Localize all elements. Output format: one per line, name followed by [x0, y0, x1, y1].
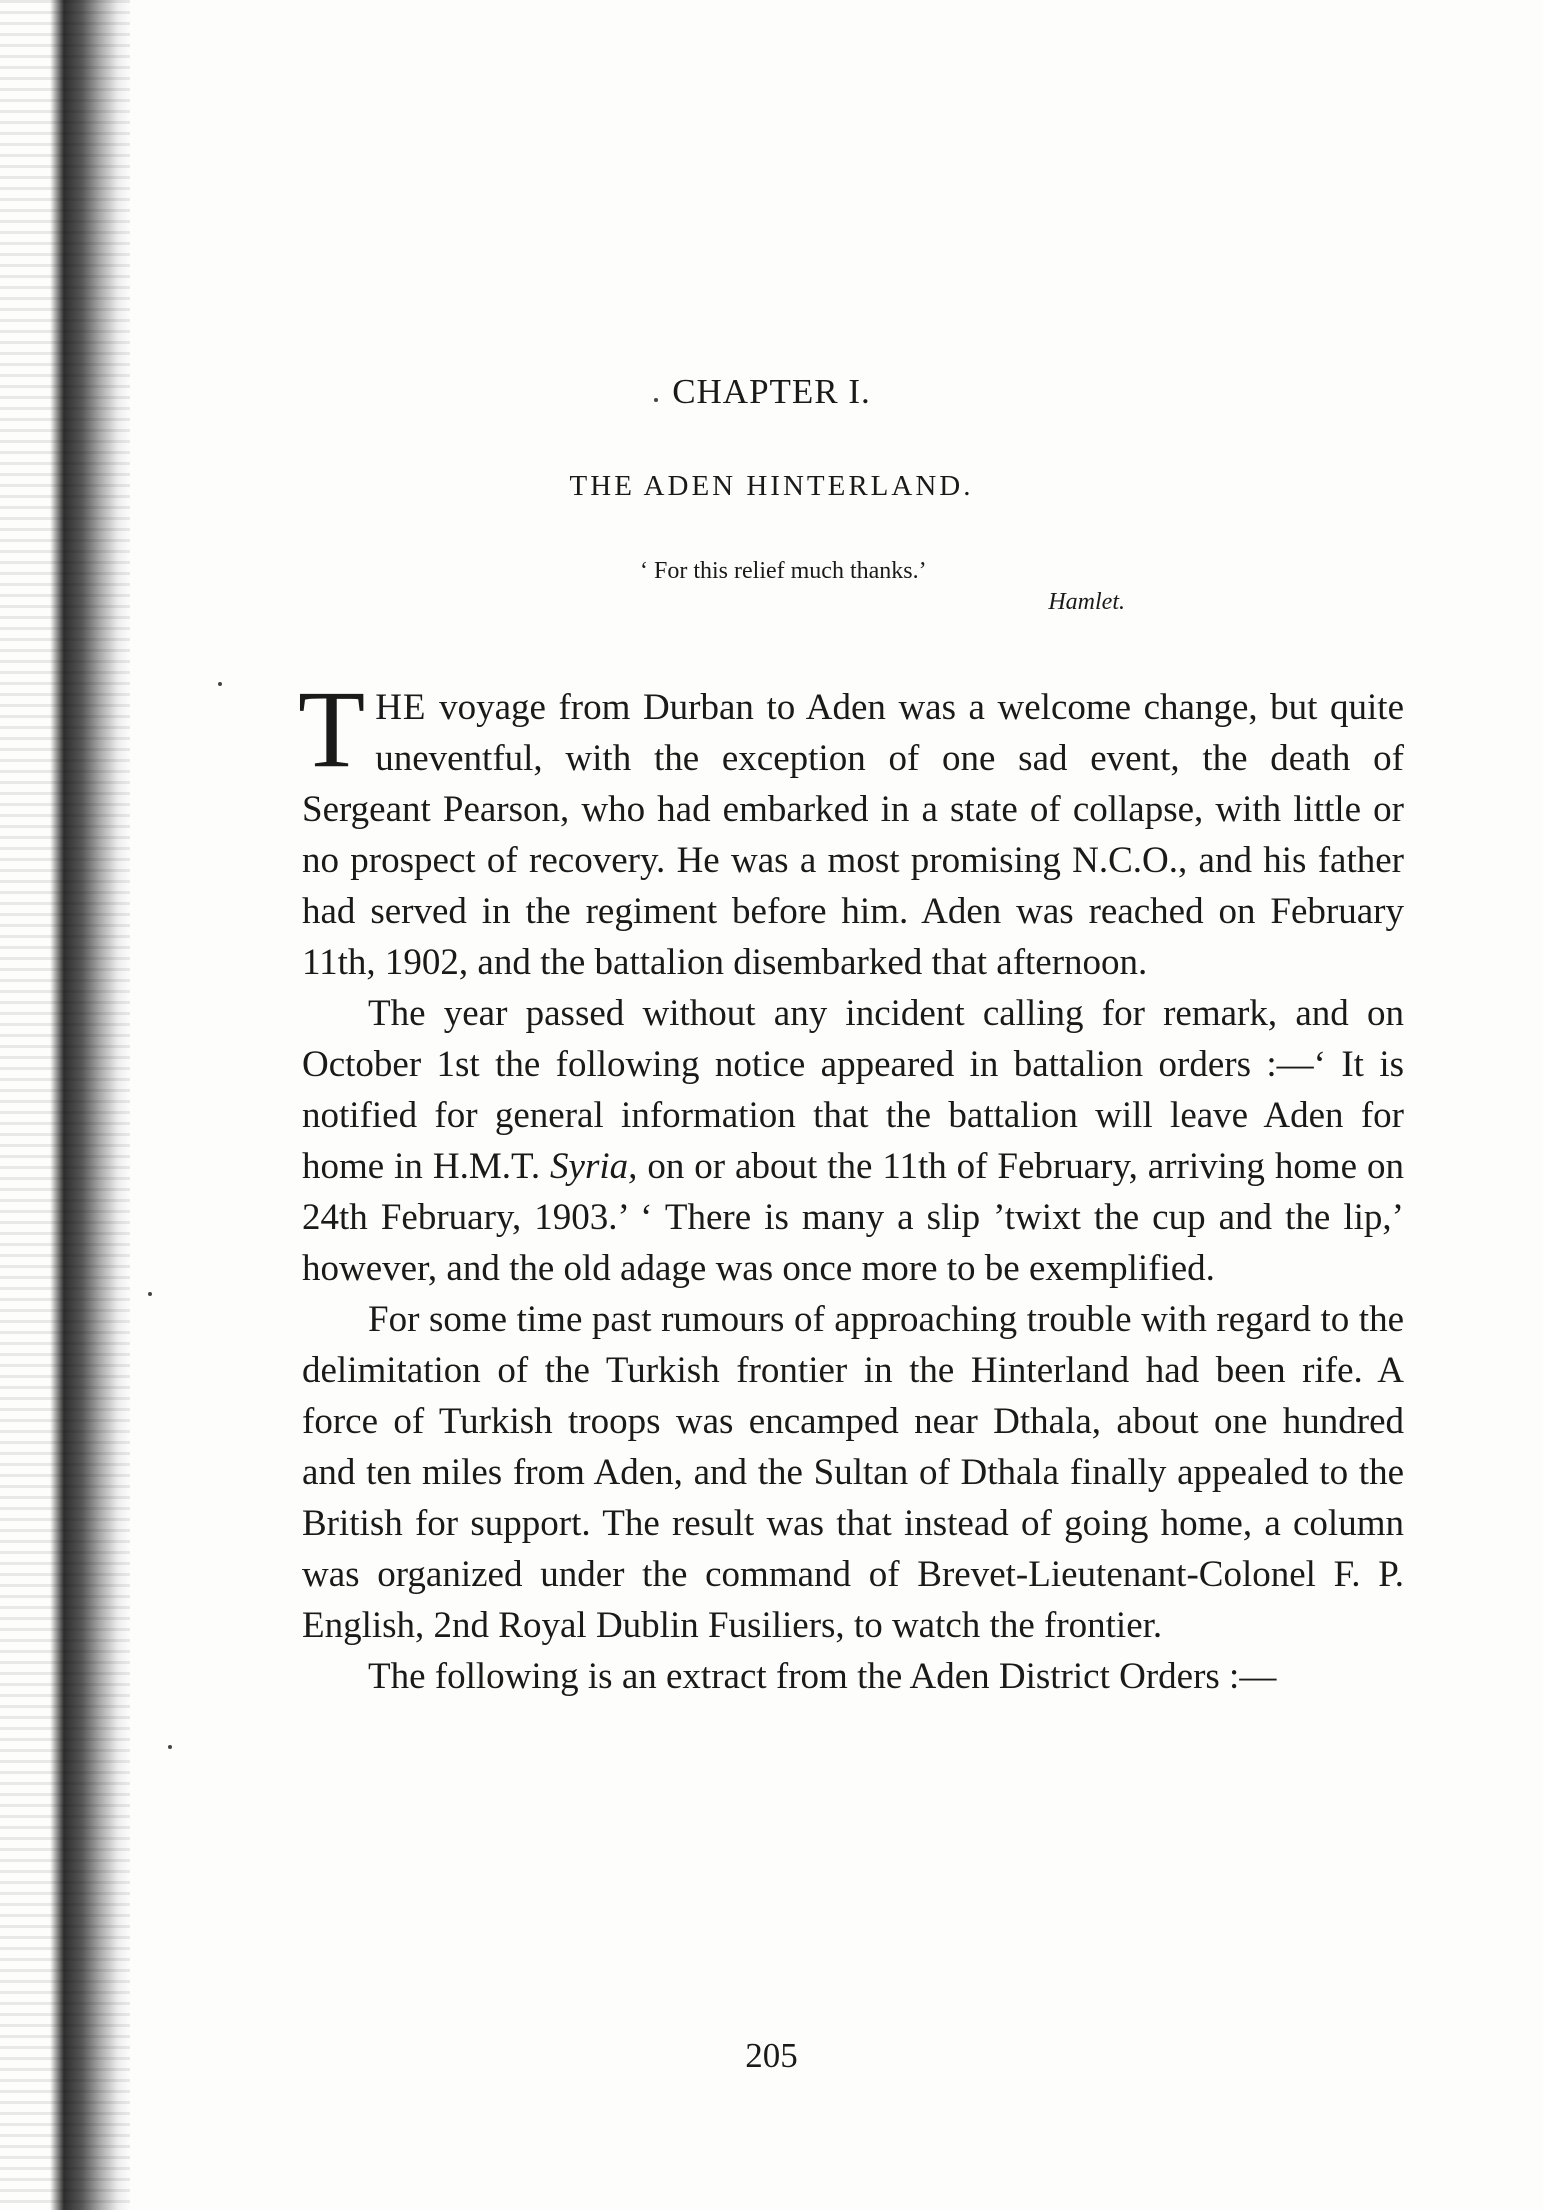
paragraph-2	[302, 988, 1404, 1294]
epigraph-quote: ‘ For this relief much thanks.’	[640, 558, 927, 584]
paragraph-3: For some time past rumours of approaching trouble with regard to the delimitation of the Turkish frontier in the Hinterland had been rife. A force of Turkish troops was encamped near Dthala, about one hundred and ten miles from Aden, and the Sultan of Dthala finally appealed to the British for support. The result was that instead of going home, a column was organized under the command of Brevet-Lieutenant-Colonel F. P. English, 2nd Royal Dublin Fusiliers, to watch the frontier.	[302, 1299, 1404, 1646]
epigraph-source: Hamlet.	[1048, 589, 1125, 615]
opening-small-caps: HE	[375, 687, 427, 728]
epigraph	[640, 558, 1160, 616]
paragraph-4: The following is an extract from the Aden District Orders :—	[368, 1656, 1277, 1697]
drop-cap: T	[298, 668, 366, 790]
chapter-subtitle: THE ADEN HINTERLAND.	[569, 470, 974, 502]
body-text	[298, 668, 1404, 1702]
print-speck	[218, 682, 222, 686]
paragraph-2-end: on or about the 11th of February, arriving home on 24th February, 1903.’ ‘ There is many a slip ’twixt the cup and the lip,’ however, and the old adage was once more to be exemplified.	[302, 1146, 1404, 1289]
paragraph-2-start: The year passed without any incident calling for remark, and on October 1st the following notice appeared in battalion orders :—‘ It is notified for general information that the battalion will leave Aden for home in H.M.T.	[302, 993, 1404, 1187]
print-speck	[168, 1745, 172, 1749]
paragraph-1	[298, 668, 1404, 988]
print-speck	[148, 1292, 152, 1296]
paragraph-1-text: voyage from Durban to Aden was a welcome change, but quite uneventful, with the exception of one sad event, the death of Sergeant Pearson, who had embarked in a state of collapse, with little or no prospect of recovery. He was a most promising N.C.O., and his father had served in the regiment before him. Aden was reached on February 11th, 1902, and the battalion disembarked that afternoon.	[302, 687, 1404, 983]
ship-name: Syria,	[550, 1146, 638, 1187]
page-number: 205	[745, 2036, 798, 2075]
book-binding-edge	[0, 0, 130, 2210]
chapter-heading: CHAPTER I.	[672, 372, 871, 411]
